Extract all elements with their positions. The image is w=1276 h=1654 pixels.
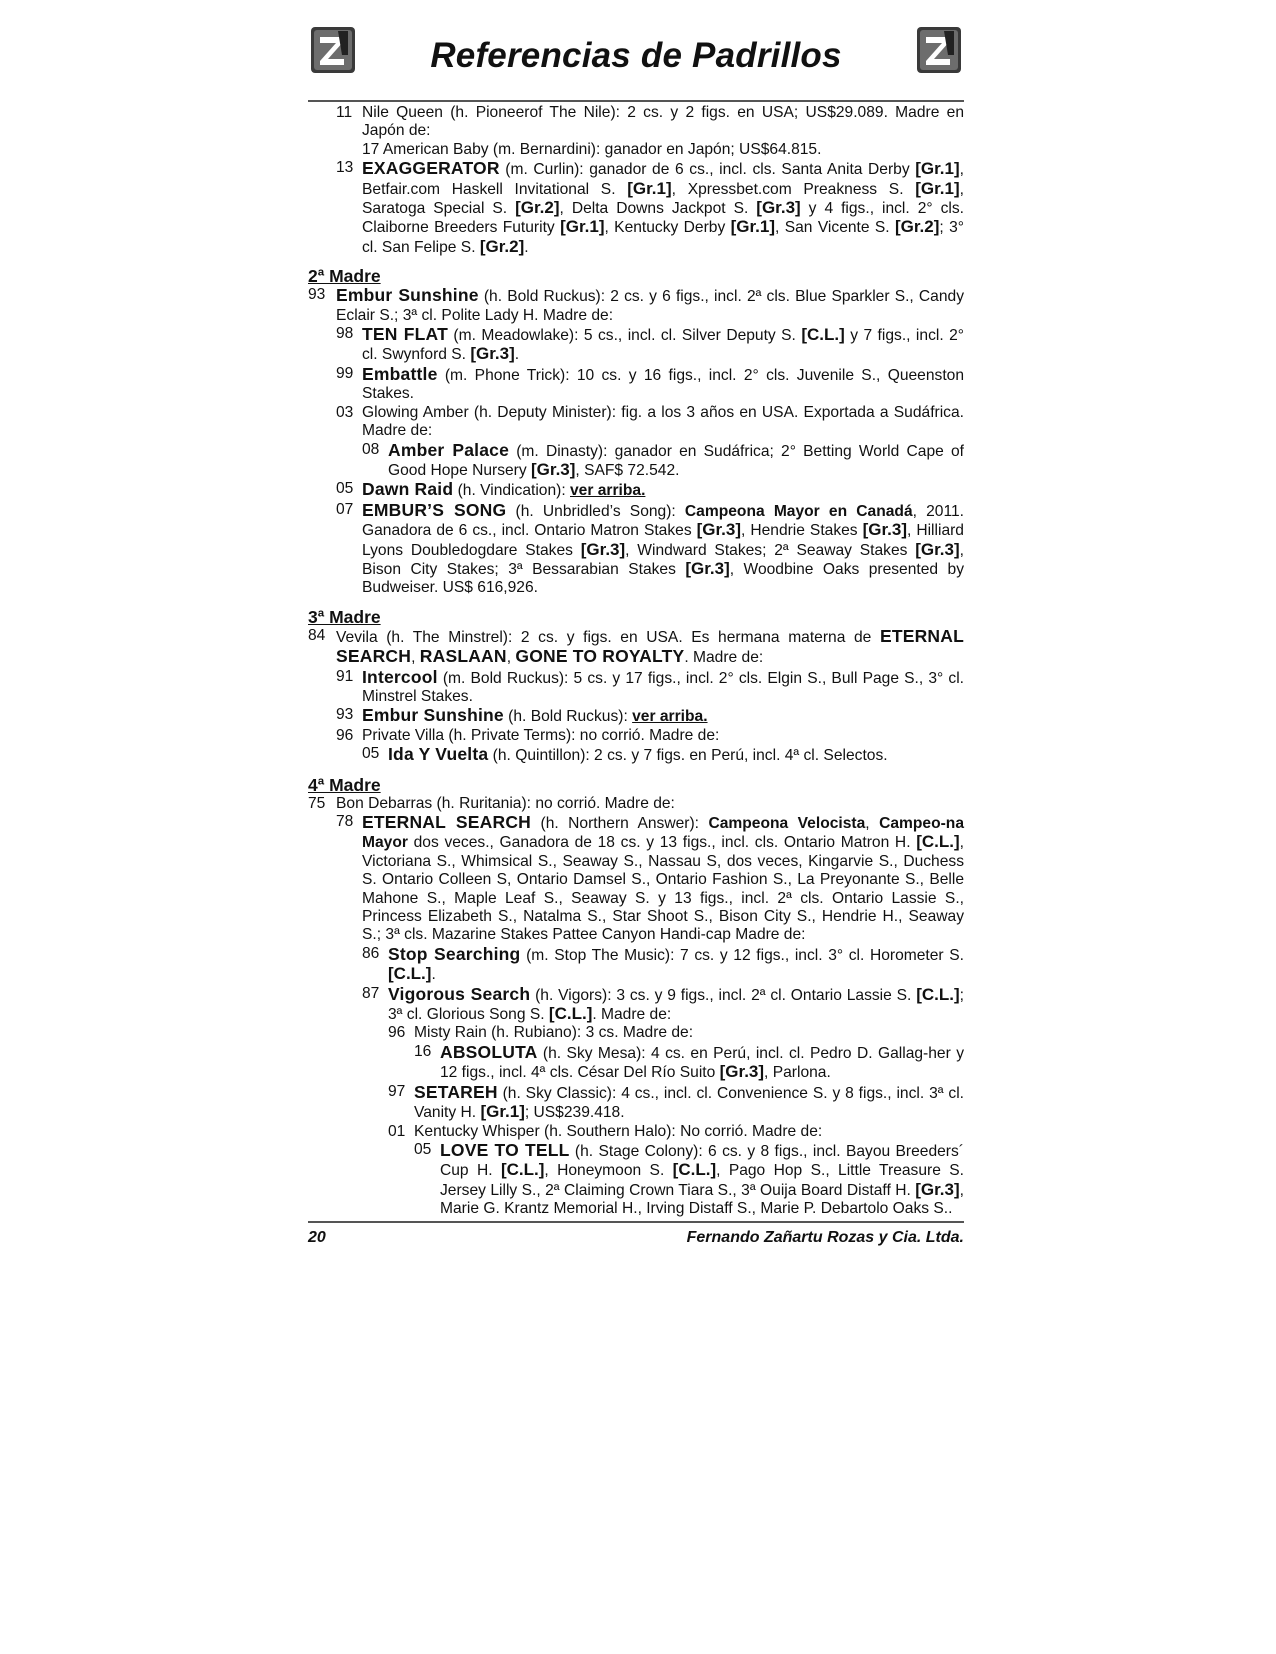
entry: 16 ABSOLUTA (h. Sky Mesa): 4 cs. en Perú, incl. cl. Pedro D. Gallag-her y 12 figs., incl. 4ª cls. César Del Río Suito [Gr.3], Parlona. xyxy=(414,1041,964,1082)
entry: 08 Amber Palace (m. Dinasty): ganador en Sudáfrica; 2° Betting World Cape of Good Hope Nursery [Gr.3], SAF$ 72.542. xyxy=(362,439,964,479)
document-page xyxy=(308,20,964,1219)
page-title: Referencias de Padrillos xyxy=(430,36,842,75)
entry: 99 Embattle (m. Phone Trick): 10 cs. y 16 figs., incl. 2° cls. Juvenile S., Queenston Stakes. xyxy=(336,363,964,403)
publisher-name: Fernando Zañartu Rozas y Cia. Ltda. xyxy=(686,1229,964,1246)
entry: 17 American Baby (m. Bernardini): ganador en Japón; US$64.815. xyxy=(362,140,822,158)
page-number: 20 xyxy=(308,1229,326,1246)
ver-arriba-link: ver arriba. xyxy=(632,708,708,726)
entry: 01 Kentucky Whisper (h. Southern Halo): No corrió. Madre de: xyxy=(388,1122,823,1140)
entry: 03 Glowing Amber (h. Deputy Minister): fig. a los 3 años en USA. Exportada a Sudáfrica. Madre de: xyxy=(336,403,964,440)
entry: 87 Vigorous Search (h. Vigors): 3 cs. y 9 figs., incl. 2ª cl. Ontario Lassie S. [C.L.]; 3ª cl. Glorious Song S. [C.L.]. Madre de: xyxy=(362,983,964,1024)
entry: 96 Private Villa (h. Private Terms): no corrió. Madre de: xyxy=(336,726,720,744)
entry: 78 ETERNAL SEARCH (h. Northern Answer): Campeona Velocista, Campeo-na Mayor dos veces., Ganadora de 18 cs. y 13 figs., incl. cls. Ontario Matron H. [C.L.], Victoriana S., Whimsical S., Seaway S., Nassau S, dos veces, Kingarvie S., Duchess S. Ontario Colleen S, Ontario Damsel S., Ontario Fashion S., La Preyonante S., Belle Mahone S., Maple Leaf S., Seaway S. y 13 figs., incl. 2ª cls. Ontario Lassie S., Princess Elizabeth S., Natalma S., Star Shoot S., Bison City S., Hendrie H., Seaway S.; 3ª cls. Mazarine Stakes Pattee Canyon Handi-cap Madre de: xyxy=(336,812,964,944)
entry: 93 Embur Sunshine (h. Bold Ruckus): ver arriba. xyxy=(336,705,708,726)
entry: 97 SETAREH (h. Sky Classic): 4 cs., incl. cl. Convenience S. y 8 figs., incl. 3ª cl. Vanity H. [Gr.1]; US$239.418. xyxy=(388,1081,964,1122)
entry: 86 Stop Searching (m. Stop The Music): 7 cs. y 12 figs., incl. 3° cl. Horometer S. [C.L.]. xyxy=(362,943,964,984)
entry: 11 Nile Queen (h. Pioneerof The Nile): 2 cs. y 2 figs. en USA; US$29.089. Madre en Japón de: xyxy=(336,104,964,140)
entry: 05 Ida Y Vuelta (h. Quintillon): 2 cs. y 7 figs. en Perú, incl. 4ª cl. Selectos. xyxy=(362,744,888,765)
pedigree-content xyxy=(308,102,964,1219)
entry: 05 LOVE TO TELL (h. Stage Colony): 6 cs. y 8 figs., incl. Bayou Breeders´ Cup H. [C.L.], Honeymoon S. [C.L.], Pago Hop S., Little Treasure S. Jersey Lilly S., 2ª Claiming Crown Tiara S., 3ª Ouija Board Distaff H. [Gr.3], Marie G. Krantz Memorial H., Irving Distaff S., Marie P. Debartolo Oaks S.. xyxy=(414,1139,964,1218)
entry: 07 EMBUR’S SONG (h. Unbridled’s Song): Campeona Mayor en Canadá, 2011. Ganadora de 6 cs., incl. Ontario Matron Stakes [Gr.3], Hendrie Stakes [Gr.3], Hilliard Lyons Doubledogdare Stakes [Gr.3], Windward Stakes; 2ª Seaway Stakes [Gr.3], Bison City Stakes; 3ª Bessarabian Stakes [Gr.3], Woodbine Oaks presented by Budweiser. US$ 616,926. xyxy=(336,499,964,597)
entry: 13 EXAGGERATOR (m. Curlin): ganador de 6 cs., incl. cls. Santa Anita Derby [Gr.1], Betfair.com Haskell Invitational S. [Gr.1], Xpressbet.com Preakness S. [Gr.1], Saratoga Special S. [Gr.2], Delta Downs Jackpot S. [Gr.3] y 4 figs., incl. 2° cls. Claiborne Breeders Futurity [Gr.1], Kentucky Derby [Gr.1], San Vicente S. [Gr.2]; 3° cl. San Felipe S. [Gr.2]. xyxy=(336,158,965,256)
entry: 96 Misty Rain (h. Rubiano): 3 cs. Madre de: xyxy=(388,1024,694,1042)
entry: 75 Bon Debarras (h. Ruritania): no corrió. Madre de: xyxy=(308,794,675,812)
page-header xyxy=(308,20,964,82)
section-heading: 3ª Madre xyxy=(308,606,381,627)
fz-crest-icon xyxy=(914,25,964,75)
entry: 84 Vevila (h. The Minstrel): 2 cs. y figs. en USA. Es hermana materna de ETERNAL SEARCH, RASLAAN, GONE TO ROYALTY. Madre de: xyxy=(308,625,964,667)
entry: 93 Embur Sunshine (h. Bold Ruckus): 2 cs. y 6 figs., incl. 2ª cls. Blue Sparkler S., Candy Eclair S.; 3ª cl. Polite Lady H. Madre de: xyxy=(308,285,964,324)
section-heading: 2ª Madre xyxy=(308,266,381,287)
entry: 91 Intercool (m. Bold Ruckus): 5 cs. y 17 figs., incl. 2° cls. Elgin S., Bull Page S., 3° cl. Minstrel Stakes. xyxy=(336,666,964,705)
entry: 98 TEN FLAT (m. Meadowlake): 5 cs., incl. cl. Silver Deputy S. [C.L.] y 7 figs., incl. 2° cl. Swynford S. [Gr.3]. xyxy=(336,324,965,364)
page-footer xyxy=(308,1221,964,1247)
ver-arriba-link: ver arriba. xyxy=(570,482,646,500)
entry: 05 Dawn Raid (h. Vindication): ver arriba. xyxy=(336,479,646,500)
section-heading: 4ª Madre xyxy=(308,774,381,795)
